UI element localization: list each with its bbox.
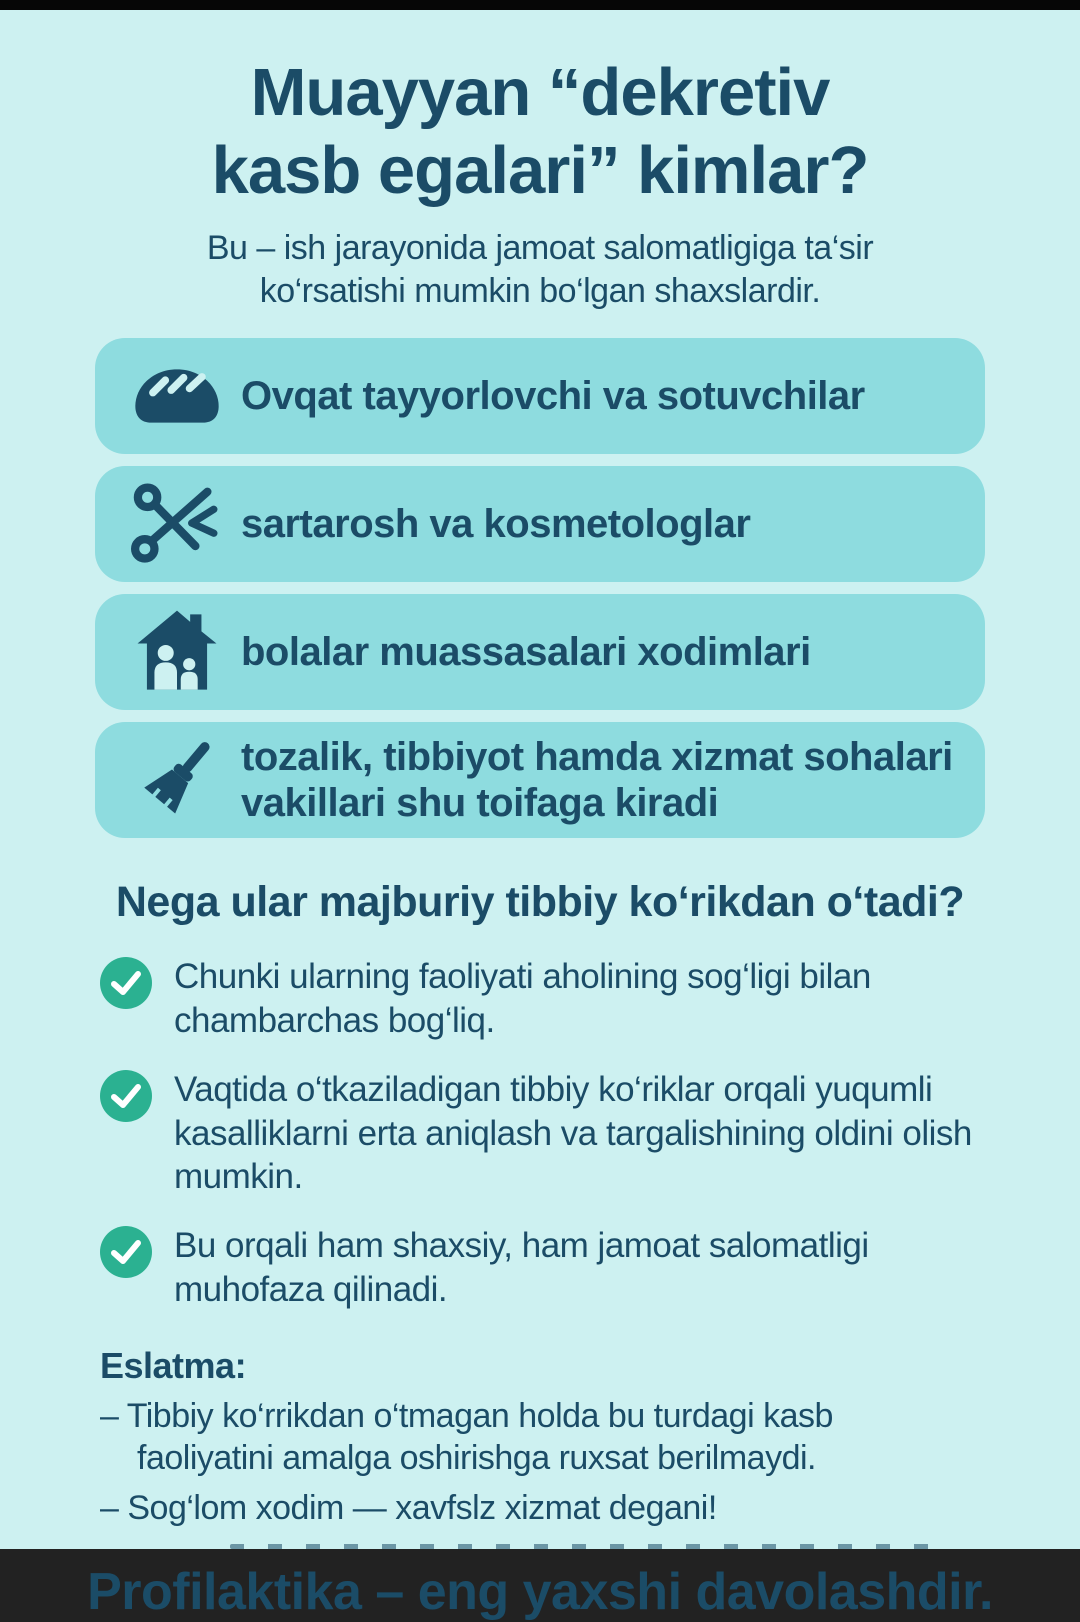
footer-heading: Profilaktika – eng yaxshi davolashdir. <box>87 1562 993 1621</box>
profession-list <box>95 338 985 838</box>
check-circle-icon <box>100 1226 152 1278</box>
bread-icon <box>121 362 233 430</box>
page-subtitle-line2: ko‘rsatishi mumkin bo‘lgan shaxslardir. <box>259 271 821 310</box>
list-item-text: Chunki ularning faoliyati aholining sog‘ligi bilan chambarchas bog‘liq. <box>174 957 871 1040</box>
note-section <box>100 1345 985 1529</box>
scissors-icon <box>121 478 233 570</box>
section-heading: Nega ular majburiy tibbiy ko‘rikdan o‘tadi? <box>115 878 965 927</box>
page-title-line2: kasb egalari” kimlar? <box>211 133 869 209</box>
list-item <box>100 1068 985 1198</box>
list-item <box>100 1224 985 1311</box>
check-circle-icon <box>100 957 152 1009</box>
page-subtitle-line1: Bu – ish jarayonida jamoat salomatligiga ta‘sir <box>206 228 874 267</box>
list-item-label: bolalar muassasalari xodimlari <box>241 630 811 675</box>
check-circle-icon <box>100 1070 152 1122</box>
list-item-food-workers <box>95 338 985 454</box>
list-item-barbers <box>95 466 985 582</box>
list-item-text: Bu orqali ham shaxsiy, ham jamoat salomatligi muhofaza qilinadi. <box>174 1226 869 1309</box>
list-item-sanitation-medicine-services <box>95 722 985 838</box>
broom-icon <box>121 732 233 828</box>
page-subtitle <box>0 227 1080 313</box>
page-title <box>0 54 1080 211</box>
list-item-label: tozalik, tibbiyot hamda xizmat sohalari vakillari shu toifaga kiradi <box>241 735 953 826</box>
letterbox-bar <box>0 0 1080 10</box>
list-item-childcare-staff <box>95 594 985 710</box>
note-item: – Sog‘lom xodim — xavfslz xizmat degani! <box>100 1489 717 1528</box>
note-heading: Eslatma: <box>100 1345 247 1387</box>
list-item-label: Ovqat tayyorlovchi va sotuvchilar <box>241 374 865 419</box>
list-item-label: sartarosh va kosmetologlar <box>241 502 751 547</box>
list-item-text: Vaqtida o‘tkaziladigan tibbiy ko‘riklar orqali yuqumli kasalliklarni erta aniqlash va targalishining oldini olish mumkin. <box>174 1070 972 1196</box>
reason-list <box>100 955 985 1311</box>
page-title-line1: Muayyan “dekretiv <box>250 55 830 130</box>
list-item <box>100 955 985 1042</box>
clipped-next-section <box>230 1544 930 1549</box>
note-item: – Tibbiy ko‘rrikdan o‘tmagan holda bu turdagi kasb faoliyatini amalga oshirishga ruxsat berilmaydi. <box>100 1397 833 1478</box>
house-icon <box>121 605 233 699</box>
